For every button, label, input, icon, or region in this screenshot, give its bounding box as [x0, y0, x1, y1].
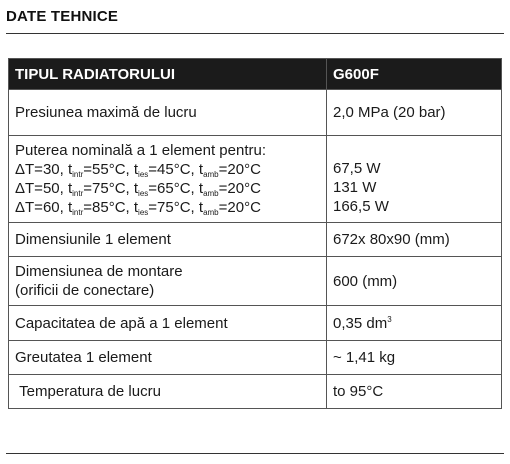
power-condition-3: ΔT=60, $t_{intr}=85^\circ C$, $t_{ies}=75^\circ C$, $t_{amb}=20^\circ C$	[15, 199, 261, 217]
pressure-value: 2,0 MPa (20 bar)	[327, 90, 502, 136]
section-title: DATE TEHNICE	[6, 8, 119, 25]
weight-label: Greutatea 1 element	[9, 341, 327, 375]
table-row-power	[9, 136, 502, 223]
power-label: Puterea nominală a 1 element pentru:	[15, 142, 266, 159]
table-header-row	[9, 59, 502, 90]
technical-data-table	[8, 58, 502, 409]
power-condition-2: ΔT=50, $t_{intr}=75^\circ C$, $t_{ies}=65^\circ C$, $t_{amb}=20^\circ C$	[15, 180, 261, 198]
top-divider	[6, 33, 504, 34]
power-label-cell	[9, 136, 327, 223]
table-row-weight	[9, 341, 502, 375]
power-values-cell	[327, 136, 502, 223]
temperature-value: to 95°C	[327, 375, 502, 409]
dimensions-value: 672x 80x90 (mm)	[327, 223, 502, 257]
power-value-1: 67,5 W	[333, 160, 381, 177]
pressure-label: Presiunea maximă de lucru	[9, 90, 327, 136]
mounting-label-line1: Dimensiunea de montare	[15, 263, 183, 280]
power-value-2: 131 W	[333, 179, 377, 196]
capacity-value-cell	[327, 306, 502, 341]
table-row-pressure	[9, 90, 502, 136]
dimensions-label: Dimensiunile 1 element	[9, 223, 327, 257]
table-row-temperature	[9, 375, 502, 409]
temperature-label: Temperatura de lucru	[9, 375, 327, 409]
weight-value: ~ 1,41 kg	[327, 341, 502, 375]
power-condition-1: ΔT=30, $t_{intr}=55^\circ C$, $t_{ies}=45^\circ C$, $t_{amb}=20^\circ C$	[15, 161, 261, 179]
table-row-dimensions	[9, 223, 502, 257]
capacity-unit-exponent: 3	[387, 314, 392, 324]
bottom-divider	[6, 453, 504, 454]
power-value-3: 166,5 W	[333, 198, 389, 215]
header-model: G600F	[327, 59, 502, 90]
mounting-label-line2: (orificii de conectare)	[15, 282, 155, 299]
header-radiator-type: TIPUL RADIATORULUI	[9, 59, 327, 90]
table-row-capacity	[9, 306, 502, 341]
mounting-label-cell	[9, 257, 327, 306]
capacity-value: 0,35 dm	[333, 314, 388, 332]
capacity-label: Capacitatea de apă a 1 element	[9, 306, 327, 341]
mounting-value: 600 (mm)	[327, 257, 502, 306]
table-row-mounting	[9, 257, 502, 306]
